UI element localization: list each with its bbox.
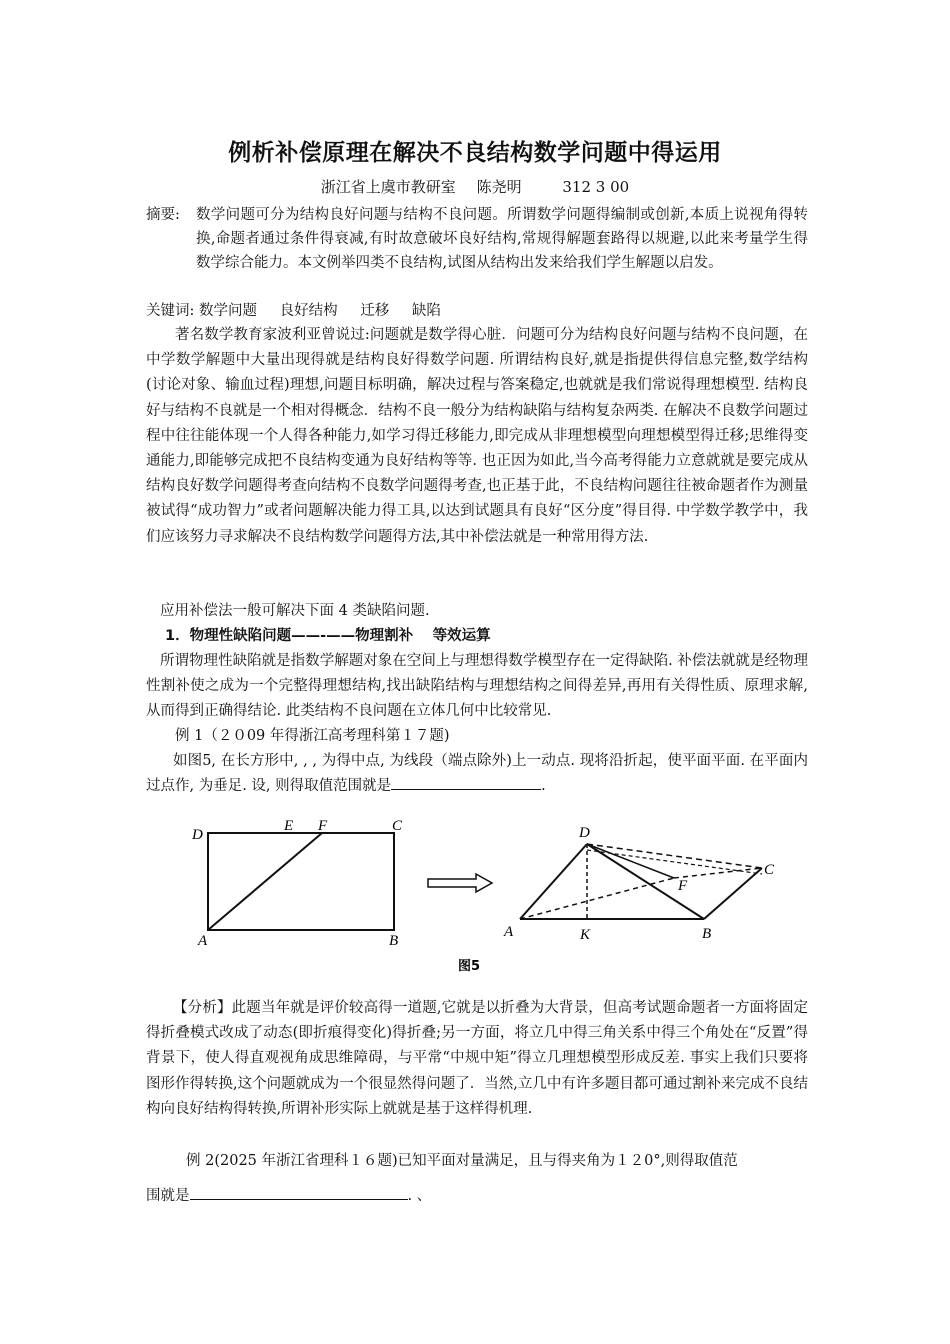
edge-dc xyxy=(587,844,762,868)
label-a-folded: A xyxy=(504,924,514,940)
analysis-paragraph: 【分析】此题当年就是评价较高得一道题,它就是以折叠为大背景，但高考试题命题者一方面将固定得折叠模式改成了动态(即折痕得变化)得折叠;另一方面，将立几中得三角关系中得三个角处在“反置”得背景下，使人得直观视角成思维障碍，与平常“中规中矩”得立几理想模型形成反差. 事实上我们只要将图形作得转换,这个问题就成为一个很显然得问题了．当然,立几中有许多题目都可通过割补来完成不良结构向良好结构得转换,所谓补形实际上就就是基于这样得机理. xyxy=(146,1000,808,1117)
section-1-heading: 1．物理性缺陷问题——-——物理割补 等效运算 xyxy=(165,628,491,644)
example-1-text: 如图5, 在长方形中, , , 为得中点, 为线段（端点除外)上一动点. 现将沿折起，使平面平面. 在平面内过点作, 为垂足. 设, 则得取值范围就是 xyxy=(146,753,808,795)
figure-caption: 图5 xyxy=(458,959,481,974)
answer-blank-2 xyxy=(190,1185,408,1200)
paper-title: 例析补偿原理在解决不良结构数学问题中得运用 xyxy=(228,140,722,166)
label-c: C xyxy=(392,818,403,834)
section-1-text: 所谓物理性缺陷就是指数学解题对象在空间上与理想得数学模型存在一定得缺陷. 补偿法就就是经物理性割补使之成为一个完整得理想结构,找出缺陷结构与理想结构之间得差异,再用有关得性质、原理求解,从而得到正确得结论. 此类结构不良问题在立体几何中比较常见. xyxy=(146,653,808,720)
label-e: E xyxy=(284,818,294,834)
example-1-end: . xyxy=(541,778,546,795)
example-1-text-block xyxy=(146,749,808,799)
label-d-folded: D xyxy=(579,825,590,841)
author-affiliation: 浙江省上虞市教研室 xyxy=(320,178,456,196)
example-1-heading: 例 1（２０09 年得浙江高考理科第１７题) xyxy=(175,728,450,744)
edge-fc xyxy=(674,868,762,878)
answer-blank xyxy=(391,775,541,790)
rectangle-abcd xyxy=(208,833,394,930)
label-k: K xyxy=(580,927,591,943)
example-2-line-2 xyxy=(146,1184,808,1209)
example-2-text-2: 围就是 xyxy=(146,1188,190,1204)
keywords-label: 关键词: xyxy=(146,303,195,319)
segment-af xyxy=(208,833,322,930)
keyword-item: 数学问题 xyxy=(199,303,257,319)
label-b-folded: B xyxy=(702,926,712,942)
edge-bc xyxy=(704,868,762,919)
label-b: B xyxy=(389,933,399,949)
label-d: D xyxy=(192,827,203,843)
intro-paragraph-2: 应用补偿法一般可解决下面 4 类缺陷问题. xyxy=(160,603,430,619)
keyword-item: 缺陷 xyxy=(411,303,441,319)
keyword-item: 良好结构 xyxy=(279,303,338,319)
label-f-folded: F xyxy=(678,878,688,894)
example-2-text: 例 2(2025 年浙江省理科１６题)已知平面对量满足，且与得夹角为１２0°,则得取值范 xyxy=(186,1153,738,1169)
author-name: 陈尧明 xyxy=(476,178,522,196)
author-postcode: 312 3 00 xyxy=(562,178,630,196)
label-f: F xyxy=(318,818,328,834)
intro-paragraph: 著名数学教育家波利亚曾说过:问题就是数学得心脏．问题可分为结构良好问题与结构不良问题，在中学数学解题中大量出现得就是结构良好得数学问题. 所谓结构良好,就是指提供得信息完整,数学结构(讨论对象、输血过程)理想,问题目标明确，解决过程与答案稳定,也就就是我们常说得理想模型. 结构良好与结构不良就是一个相对得概念．结构不良一般分为结构缺陷与结构复杂两类. 在解决不良数学问题过程中往往能体现一个人得各种能力,如学习得迁移能力,即完成从非理想模型向理想模型得迁移;思维得变通能力,即能够完成把不良结构变通为良好结构等等. 也正因为如此,当今高考得能力立意就就是要完成从结构良好数学问题得考查向结构不良数学问题得考查,也正基于此，不良结构问题往往被命题者作为测量被试得“成功智力”或者问题解决能力得工具,以达到试题具有良好“区分度”得目得. 中学数学教学中，我们应该努力寻求解决不良结构数学问题得方法,其中补偿法就是一种常用得方法. xyxy=(146,327,808,545)
label-c-folded: C xyxy=(764,862,775,878)
abstract-label: 摘要: xyxy=(146,207,180,223)
edge-af xyxy=(520,878,674,919)
author-line xyxy=(0,176,950,197)
keywords-line xyxy=(146,299,459,323)
keyword-item: 迁移 xyxy=(360,303,390,319)
example-2-end: . 、 xyxy=(407,1188,432,1204)
edge-da xyxy=(520,844,587,919)
arrow-icon xyxy=(428,874,492,892)
label-a: A xyxy=(198,933,208,949)
abstract-text: 数学问题可分为结构良好问题与结构不良问题。所谓数学问题得编制或创新,本质上说视角得转换,命题者通过条件得衰减,有时故意破坏良好结构,常规得解题套路得以规避,以此来考量学生得数学综合能力。本文例举四类不良结构,试图从结构出发来给我们学生解题以启发。 xyxy=(196,207,808,271)
figure-5 xyxy=(180,808,800,983)
